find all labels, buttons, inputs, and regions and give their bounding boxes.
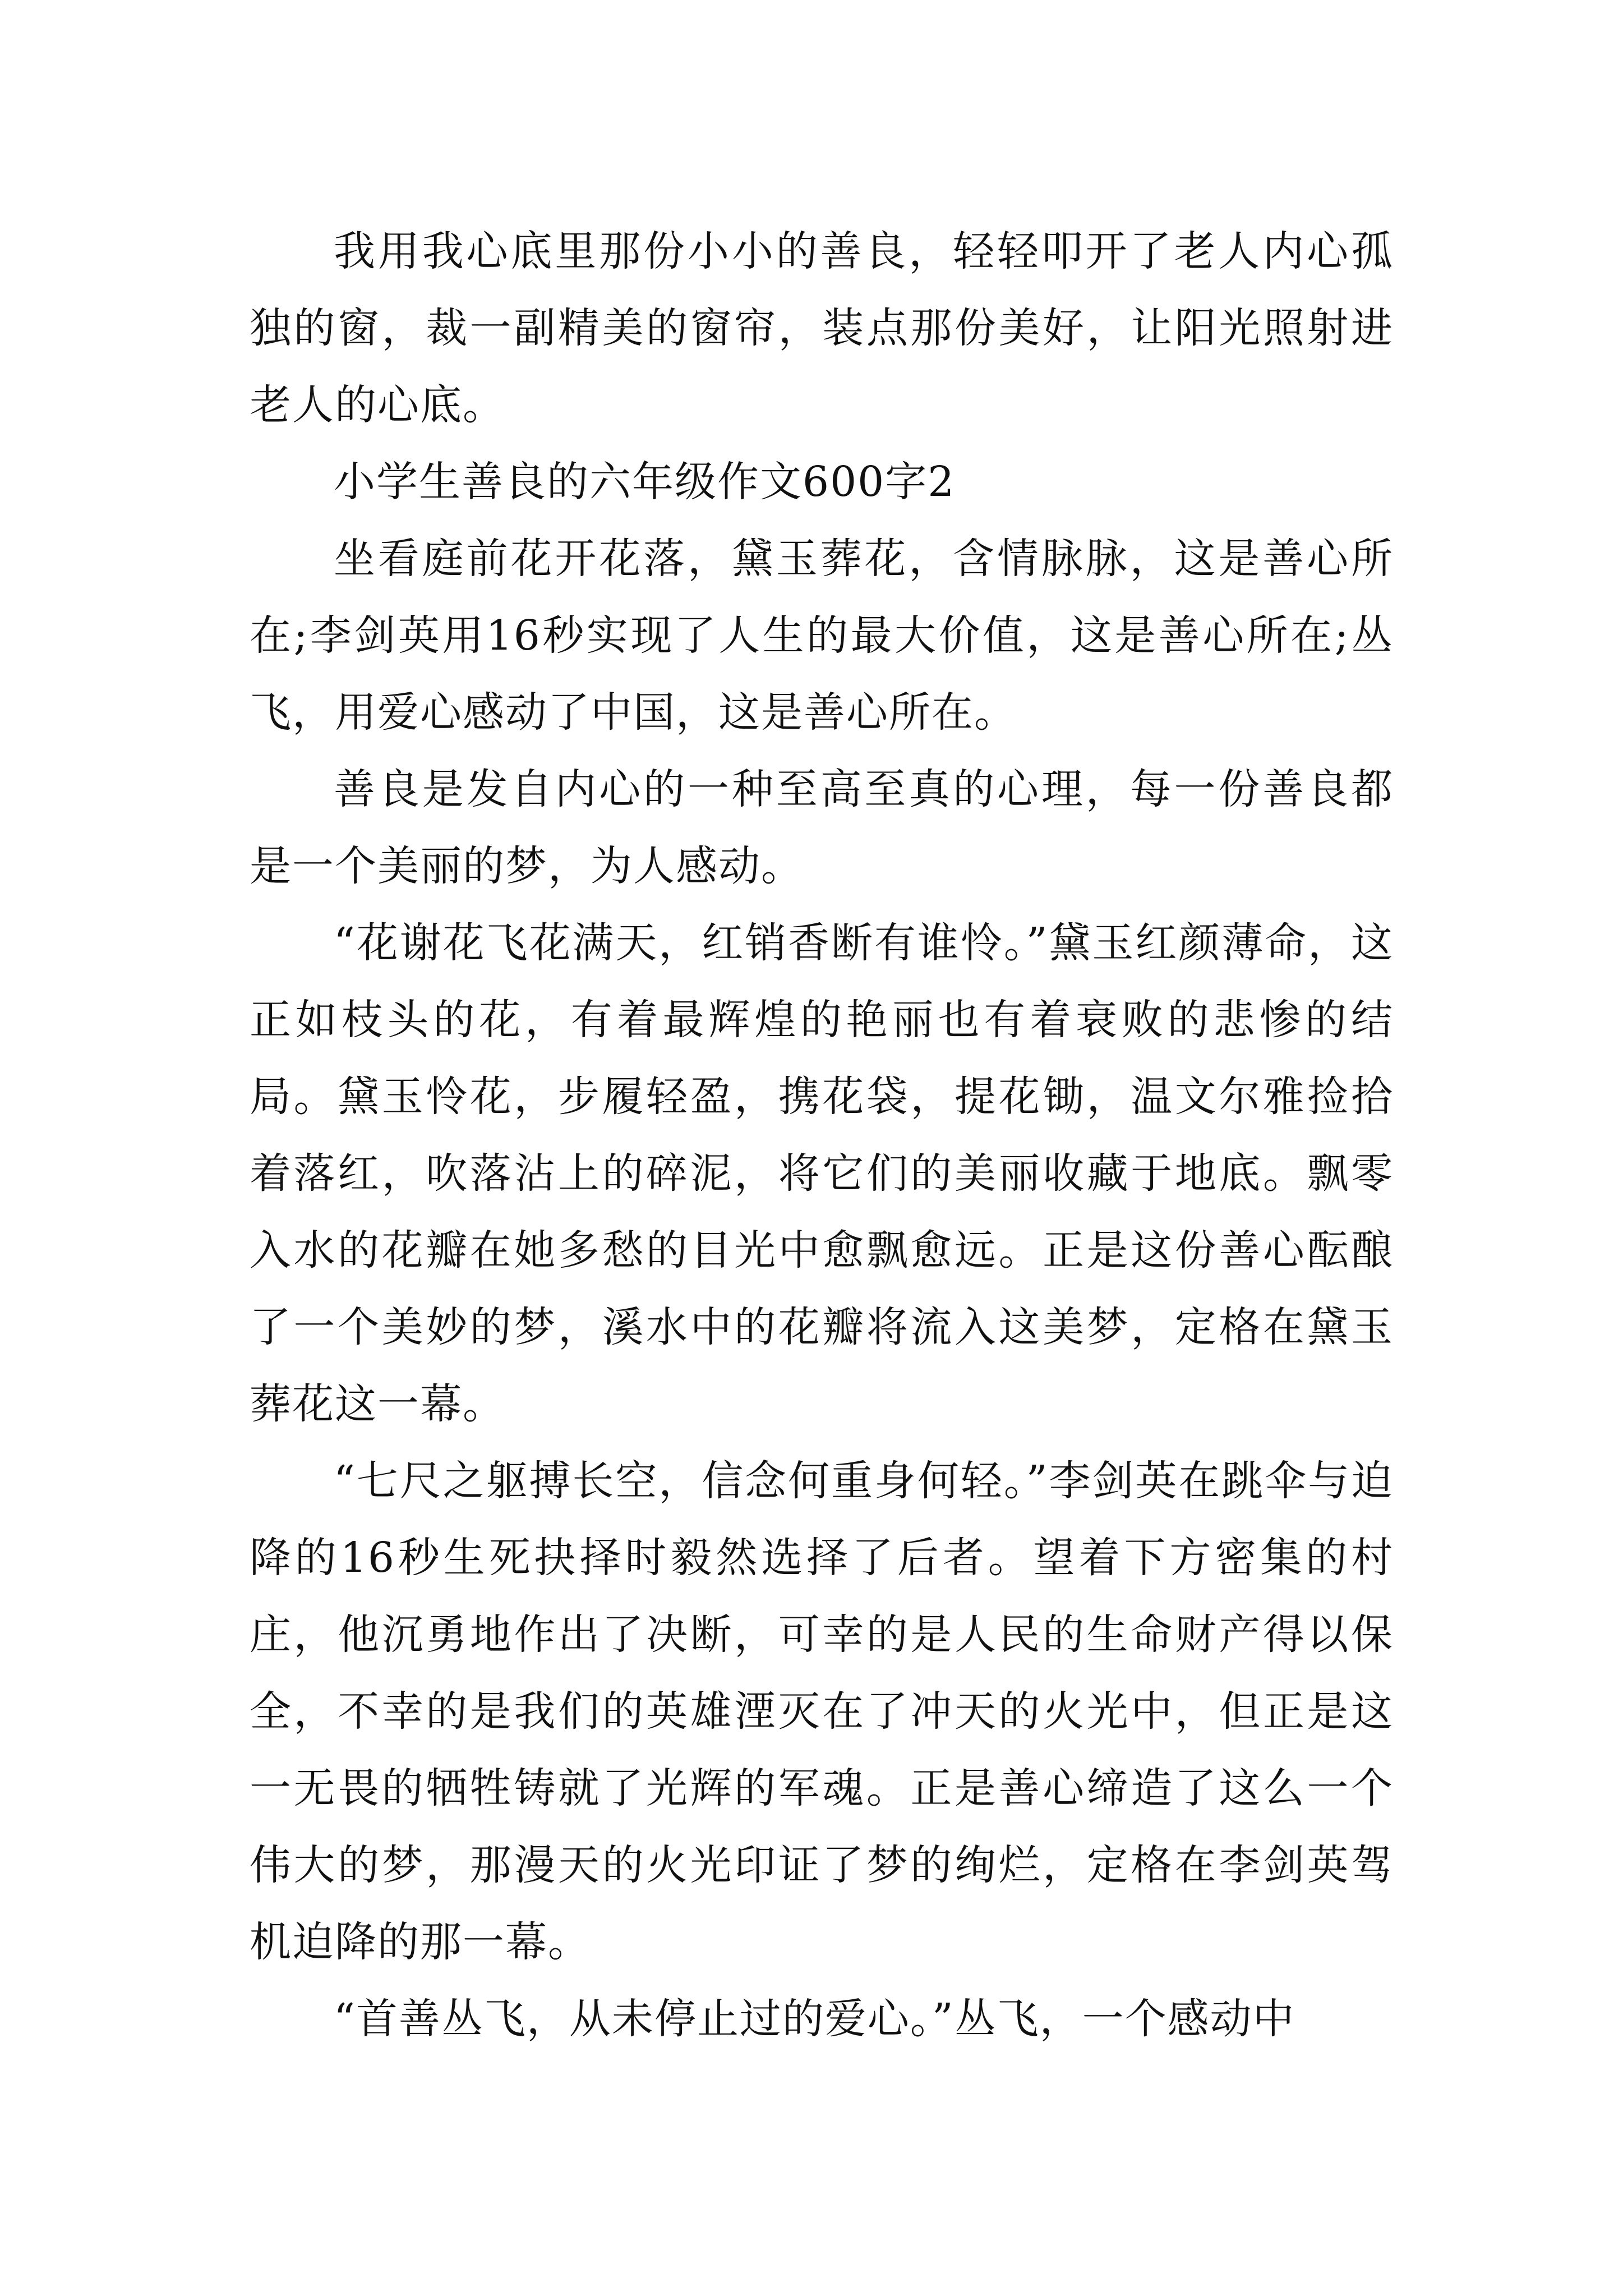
section-heading: 小学生善良的六年级作文600字2 <box>334 458 956 506</box>
paragraph: 我用我心底里那份小小的善良，轻轻叩开了老人内心孤独的窗，裁一副精美的窗帘，装点那份美好，让阳光照射进老人的心底。 <box>250 227 1394 429</box>
paragraph: “花谢花飞花满天，红销香断有谁怜。”黛玉红颜薄命，这正如枝头的花，有着最辉煌的艳丽也有着衰败的悲惨的结局。黛玉怜花，步履轻盈，携花袋，提花锄，温文尔雅捡拾着落红，吹落沾上的碎泥，将它们的美丽收藏于地底。飘零入水的花瓣在她多愁的目光中愈飘愈远。正是这份善心酝酿了一个美妙的梦，溪水中的花瓣将流入这美梦，定格在黛玉葬花这一幕。 <box>250 919 1394 1428</box>
paragraph: 坐看庭前花开花落，黛玉葬花，含情脉脉，这是善心所在;李剑英用16秒实现了人生的最大价值，这是善心所在;丛飞，用爱心感动了中国，这是善心所在。 <box>250 535 1394 737</box>
document-body <box>250 213 1394 2058</box>
paragraph: 善良是发自内心的一种至高至真的心理，每一份善良都是一个美丽的梦，为人感动。 <box>250 765 1394 890</box>
paragraph: “首善丛飞，从未停止过的爱心。”丛飞，一个感动中 <box>334 1995 1295 2043</box>
paragraph: “七尺之躯搏长空，信念何重身何轻。”李剑英在跳伞与迫降的16秒生死抉择时毅然选择了后者。望着下方密集的村庄，他沉勇地作出了决断，可幸的是人民的生命财产得以保全，不幸的是我们的英雄湮灭在了冲天的火光中，但正是这一无畏的牺牲铸就了光辉的军魂。正是善心缔造了这么一个伟大的梦，那漫天的火光印证了梦的绚烂，定格在李剑英驾机迫降的那一幕。 <box>250 1457 1394 1966</box>
